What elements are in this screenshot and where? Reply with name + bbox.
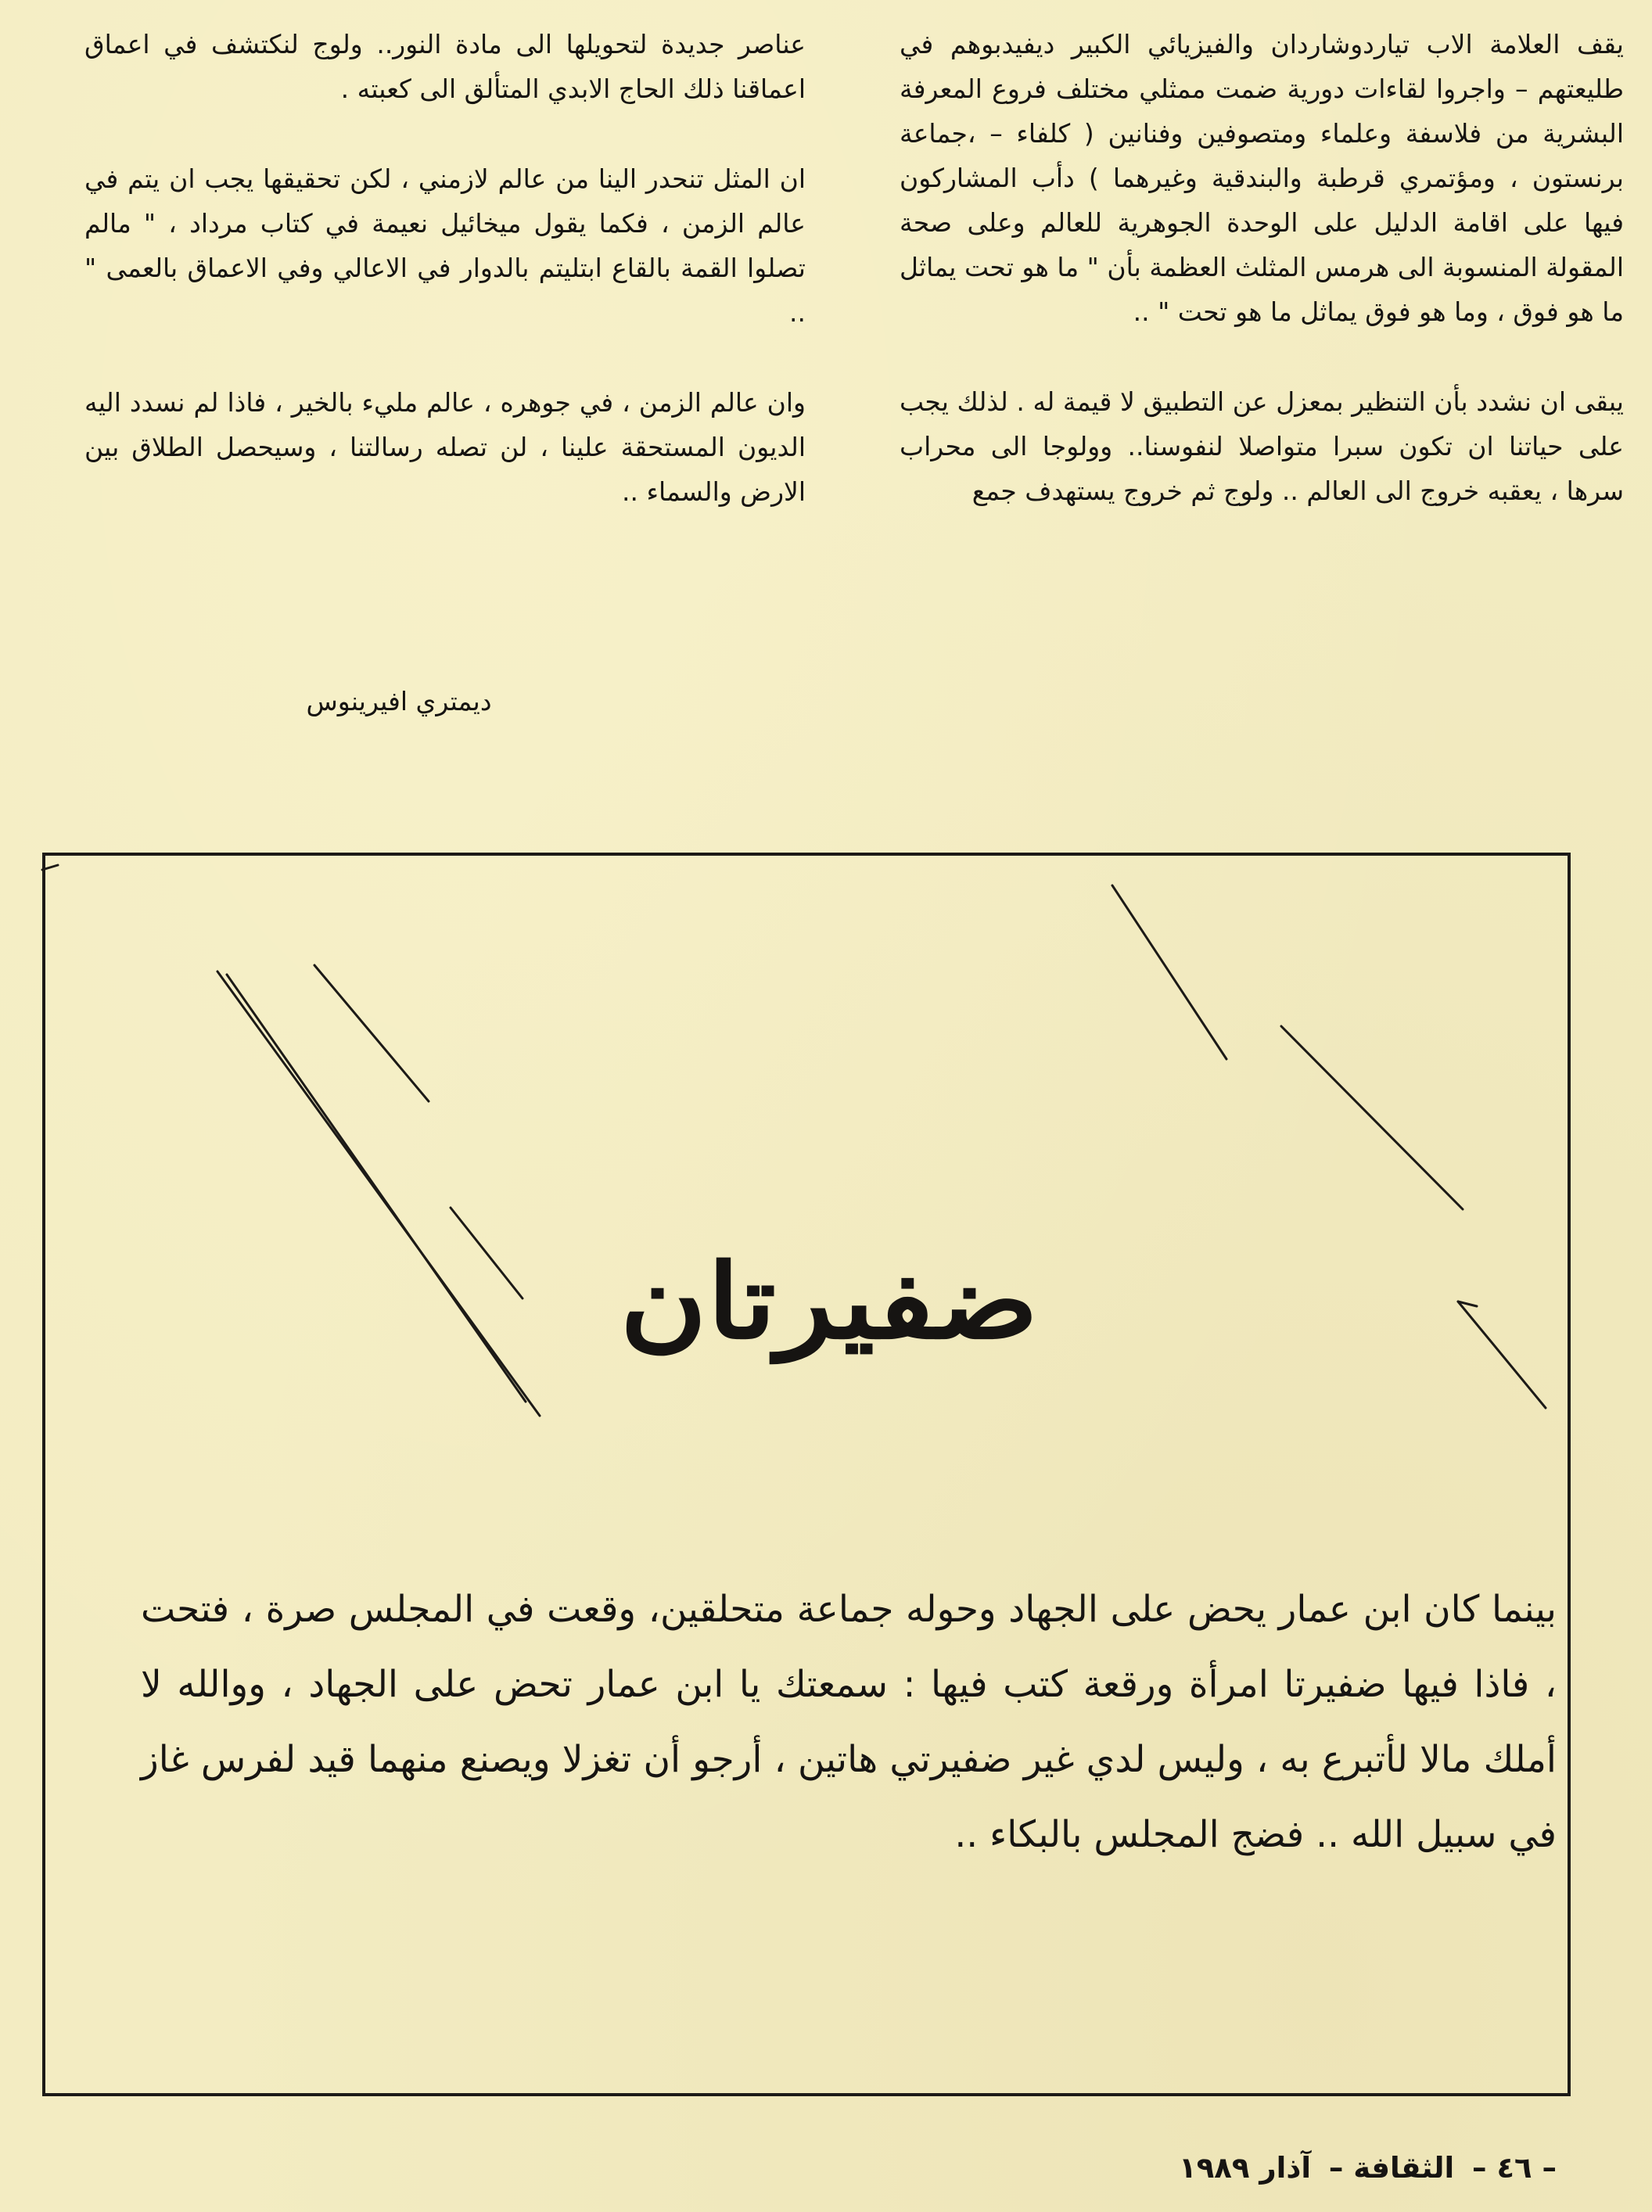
left-paragraph-2: ان المثل تنحدر الينا من عالم لازمني ، لكن تحقيقها يجب ان يتم في عالم الزمن ، فكما يقول ميخائيل نعيمة في كتاب مرداد ، " مالم تصلوا القمة بالقاع ابتليتم بالدوار في الاعالي وفي الاعماق بالعمى " .. <box>84 163 806 328</box>
page-footer <box>1017 2149 1557 2187</box>
left-paragraph-1: عناصر جديدة لتحويلها الى مادة النور.. ولوج لنكتشف في اعماق اعماقنا ذلك الحاج الابدي المتألق الى كعبته . <box>84 29 806 104</box>
left-column-text <box>84 22 806 559</box>
left-paragraph-3: وان عالم الزمن ، في جوهره ، عالم مليء بالخير ، فاذا لم نسدد اليه الديون المستحقة علينا ، لن تصله رسالتنا ، وسيحصل الطلاق بين الارض والسماء .. <box>84 387 806 507</box>
story-body <box>133 1572 1572 2018</box>
story-text: بينما كان ابن عمار يحض على الجهاد وحوله جماعة متحلقين، وقعت في المجلس صرة ، فتحت ، فاذا فيها ضفيرتا امرأة ورقعة كتب فيها : سمعتك يا ابن عمار تحض على الجهاد ، ووالله لا أملك مالا لأتبرع به ، وليس لدي غير ضفيرتي هاتين ، أرجو أن تغزلا ويصنع منهما قيد لفرس غاز في سبيل الله .. فضج المجلس بالبكاء .. <box>141 1588 1557 1856</box>
story-title: ضفيرتان <box>620 1241 1039 1363</box>
right-column-text <box>900 22 1624 558</box>
magazine-name: الثقافة – <box>1328 2151 1455 2185</box>
right-paragraph-1: يقف العلامة الاب تياردوشاردان والفيزيائي الكبير ديفيدبوهم في طليعتهم – واجروا لقاءات دورية ضمت ممثلي مختلف فروع المعرفة البشرية من فلاسفة وعلماء ومتصوفين وفنانين ( كلفاء – ،جماعة برنستون ، ومؤتمري قرطبة والبندقية وغيرهما ) دأب المشاركون فيها على اقامة الدليل على الوحدة الجوهرية للعالم وعلى صحة المقولة المنسوبة الى هرمس المثلث العظمة بأن " ما هو تحت يماثل ما هو فوق ، وما هو فوق يماثل ما هو تحت " .. <box>900 29 1624 327</box>
author-signature: ديمتري افيرينوس <box>306 686 492 716</box>
right-paragraph-2: يبقى ان نشدد بأن التنظير بمعزل عن التطبيق لا قيمة له . لذلك يجب على حياتنا ان تكون سبرا متواصلا لنفوسنا.. وولوجا الى محراب سرها ، يعقبه خروج الى العالم .. ولوج ثم خروج يستهدف جمع <box>900 386 1624 506</box>
page-number: – ٤٦ – <box>1472 2151 1557 2185</box>
issue-date: آذار ١٩٨٩ <box>1179 2151 1312 2185</box>
